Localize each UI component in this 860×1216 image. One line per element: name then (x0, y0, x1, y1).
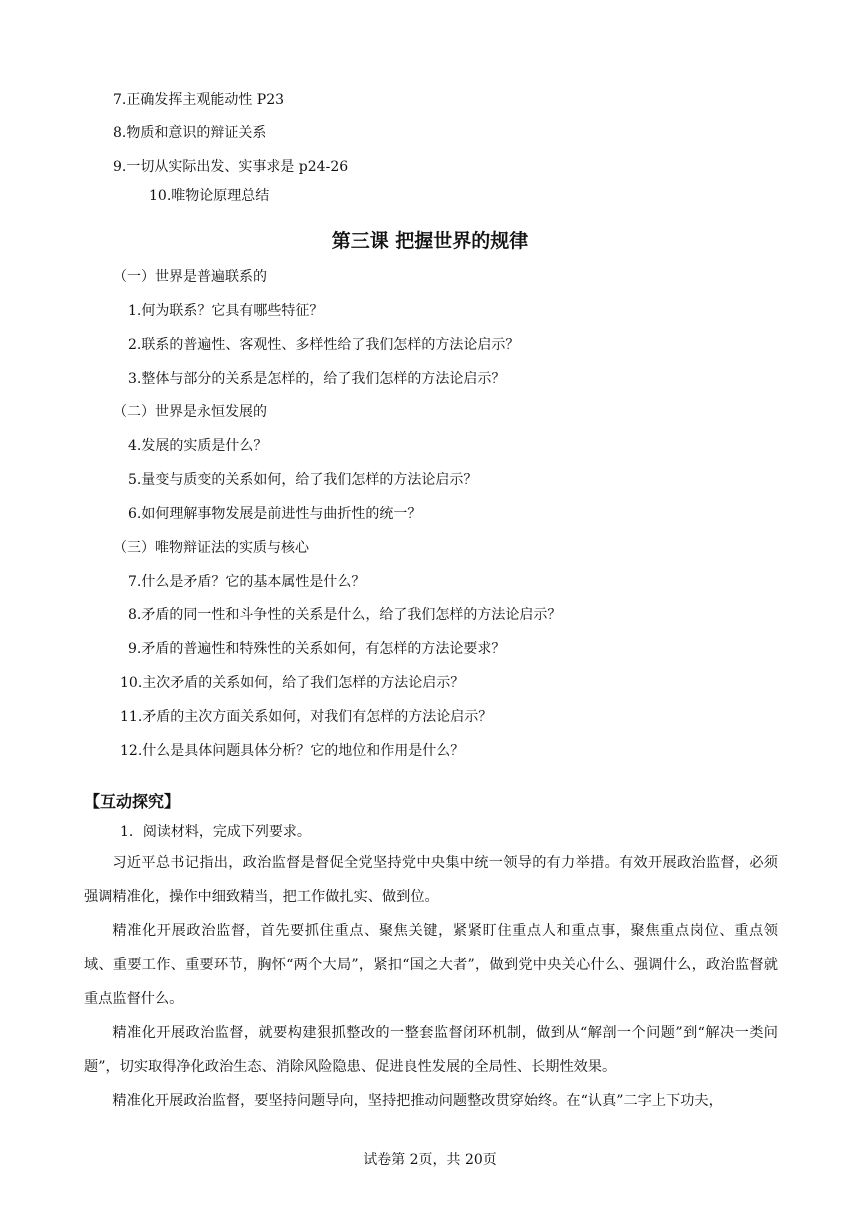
outline-subheading: （三）唯物辩证法的实质与核心 (113, 540, 309, 556)
outline-question: 10.主次矛盾的关系如何，给了我们怎样的方法论启示？ (120, 675, 465, 691)
outline-question: 8.矛盾的同一性和斗争性的关系是什么，给了我们怎样的方法论启示？ (128, 607, 562, 623)
outline-question: 1.何为联系？它具有哪些特征？ (128, 303, 324, 319)
outline-question: 6.如何理解事物发展是前进性与曲折性的统一？ (128, 506, 422, 522)
review-item: 10.唯物论原理总结 (149, 188, 270, 204)
review-item: 8.物质和意识的辩证关系 (113, 125, 267, 141)
material-paragraph: 精准化开展政治监督，要坚持问题导向，坚持把推动问题整改贯穿始终。在“认真”二字上下功夫， (112, 1093, 723, 1109)
material-paragraph: 精准化开展政治监督，首先要抓住重点、聚焦关键，紧紧盯住重点人和重点事，聚焦重点岗位、重点领域、重要工作、重要环节，胸怀“两个大局”，紧扣“国之大者”，做到党中央关心什么、强调什么，政治监督就重点监督什么。 (84, 923, 778, 1007)
outline-question: 7.什么是矛盾？它的基本属性是什么？ (128, 574, 366, 590)
review-item: 7.正确发挥主观能动性 P23 (113, 92, 285, 108)
review-item: 9.一切从实际出发、实事求是 p24-26 (113, 159, 349, 175)
page-footer: 试卷第 2页，共 20页 (363, 1152, 497, 1168)
outline-subheading: （一）世界是普遍联系的 (113, 269, 267, 285)
outline-question: 5.量变与质变的关系如何，给了我们怎样的方法论启示？ (128, 472, 478, 488)
outline-question: 12.什么是具体问题具体分析？它的地位和作用是什么？ (120, 743, 465, 759)
outline-question: 9.矛盾的普遍性和特殊性的关系如何，有怎样的方法论要求？ (128, 641, 506, 657)
lesson-title: 第三课 把握世界的规律 (331, 230, 529, 252)
outline-subheading: （二）世界是永恒发展的 (113, 404, 267, 420)
question-intro: 1．阅读材料，完成下列要求。 (120, 824, 311, 840)
material-paragraph: 精准化开展政治监督，就要构建狠抓整改的一整套监督闭环机制，做到从“解剖一个问题”到“解决一类问题”，切实取得净化政治生态、消除风险隐患、促进良性发展的全局性、长期性效果。 (84, 1025, 778, 1075)
outline-question: 2.联系的普遍性、客观性、多样性给了我们怎样的方法论启示？ (128, 337, 520, 353)
section-heading: 【互动探究】 (84, 792, 181, 811)
outline-question: 11.矛盾的主次方面关系如何，对我们有怎样的方法论启示？ (120, 709, 493, 725)
outline-question: 3.整体与部分的关系是怎样的，给了我们怎样的方法论启示？ (128, 371, 506, 387)
material-paragraph: 习近平总书记指出，政治监督是督促全党坚持党中央集中统一领导的有力举措。有效开展政治监督，必须强调精准化，操作中细致精当，把工作做扎实、做到位。 (84, 855, 778, 905)
outline-question: 4.发展的实质是什么？ (128, 438, 268, 454)
